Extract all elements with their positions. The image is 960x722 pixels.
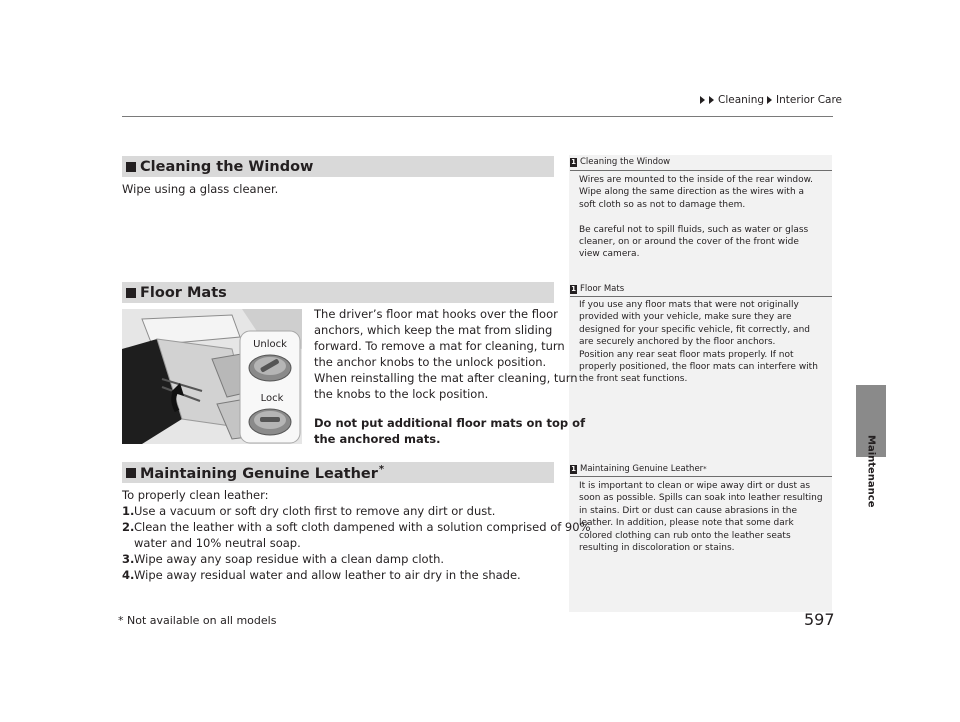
- note-title: Floor Mats: [580, 284, 625, 294]
- list-item: 4. Wipe away residual water and allow leather to air dry in the shade.: [122, 568, 521, 582]
- section-header-leather: [122, 462, 554, 483]
- note-header-window: [570, 157, 832, 167]
- unlock-label: Unlock: [253, 339, 287, 350]
- breadcrumb-arrow-icon: [709, 96, 714, 104]
- section-square-icon: [126, 162, 136, 172]
- note-marker-icon: 1: [571, 157, 576, 166]
- section-square-icon: [126, 288, 136, 298]
- page-number: 597: [804, 610, 835, 629]
- note-marker-icon: 1: [571, 284, 576, 293]
- section-header-window: [122, 156, 554, 177]
- header-rule: [122, 116, 833, 117]
- note-text-floor-mats: If you use any floor mats that were not originally provided with your vehicle, make sure they are designed for your specific vehicle, fit correctly, and are securely anchored by the floor anchors. Position any rear seat floor mats properly. If not properly positioned, the floor mats can interfere with the front seat functions.: [579, 300, 818, 385]
- note-header-floor-mats: [570, 284, 832, 294]
- section-header-floor-mats: [122, 282, 554, 303]
- section-square-icon: [126, 468, 136, 478]
- note-header-leather: [570, 464, 832, 474]
- floor-anchor-drawing: [122, 309, 302, 444]
- chapter-label: Maintenance: [865, 435, 877, 508]
- note-rule: [570, 170, 832, 171]
- footnote-star: *: [378, 463, 385, 475]
- breadcrumb: [700, 94, 842, 106]
- list-item-continuation: water and 10% neutral soap.: [134, 536, 301, 550]
- window-body: Wipe using a glass cleaner.: [122, 182, 279, 196]
- note-rule: [570, 296, 832, 297]
- note-marker-icon: 1: [571, 464, 576, 473]
- lock-label: Lock: [260, 393, 284, 404]
- section-title: Floor Mats: [140, 284, 227, 301]
- leather-intro: To properly clean leather:: [122, 488, 269, 502]
- section-title: Cleaning the Window: [140, 158, 314, 175]
- leather-steps: [122, 503, 591, 583]
- footnote: * Not available on all models: [118, 614, 277, 627]
- breadcrumb-arrow-icon: [767, 96, 772, 104]
- footnote-star: *: [703, 465, 707, 473]
- note-rule: [570, 476, 832, 477]
- note-text-leather: It is important to clean or wipe away dirt or dust as soon as possible. Spills can soak into leather resulting in stains. Dirt or dust can cause abrasions in the leather. In addition, please note that some dark colored clothing can rub onto the leather seats resulting in discoloration or stains.: [579, 481, 823, 554]
- note-title: Maintaining Genuine Leather: [580, 464, 704, 474]
- list-item: 3. Wipe away any soap residue with a clean damp cloth.: [122, 552, 445, 566]
- breadcrumb-item-cleaning[interactable]: Cleaning: [718, 94, 765, 106]
- list-item: 2. Clean the leather with a soft cloth dampened with a solution comprised of 90%: [122, 520, 591, 534]
- note-text-window: Wires are mounted to the inside of the rear window. Wipe along the same direction as the wires with a soft cloth so as not to damage them. Be careful not to spill fluids, such as water or glass cleaner, on or around the cover of the front wide view camera.: [579, 175, 814, 260]
- section-title: Maintaining Genuine Leather*: [140, 463, 385, 482]
- breadcrumb-item-interior-care[interactable]: Interior Care: [776, 94, 842, 106]
- breadcrumb-arrow-icon: [700, 96, 705, 104]
- note-title: Cleaning the Window: [580, 157, 671, 167]
- floor-mats-warning: Do not put additional floor mats on top of the anchored mats.: [314, 416, 586, 446]
- floor-mats-body: The driver’s floor mat hooks over the floor anchors, which keep the mat from sliding forward. To remove a mat for cleaning, turn the anchor knobs to the unlock position. When reinstalling the mat after cleaning, turn the knobs to the lock position.: [314, 307, 578, 401]
- list-item: 1. Use a vacuum or soft dry cloth first to remove any dirt or dust.: [122, 504, 496, 518]
- floor-mat-anchor-illustration: [122, 309, 302, 444]
